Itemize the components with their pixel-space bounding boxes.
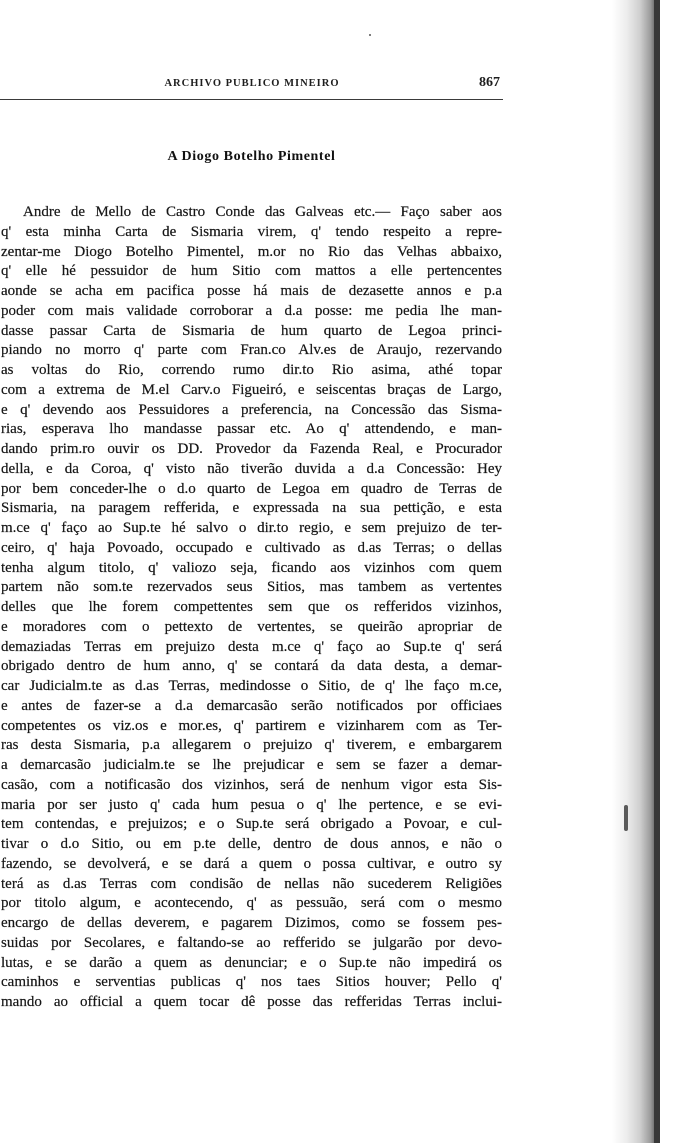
text-line: delles que lhe forem compettentes sem que os refferidos vizinhos,	[1, 599, 502, 615]
page-number: 867	[479, 75, 500, 90]
text-line: e moradores com o pettexto de vertentes, se queirão apropriar de	[1, 618, 502, 635]
text-line: encargo de dellas deverem, e pagarem Dizimos, como se fossem pes-	[1, 915, 502, 931]
text-line: demaziadas Terras em prejuizo desta m.ce q' faço ao Sup.te q' será	[1, 638, 502, 655]
body-text	[1, 203, 502, 1013]
text-line: della, e da Coroa, q' visto não tiverão duvida a d.a Concessão: Hey	[1, 460, 502, 477]
text-line: fazendo, se devolverá, e se dará a quem o possa cultivar, e outro sy	[1, 855, 502, 872]
text-line: q' esta minha Carta de Sismaria virem, q' tendo respeito a repre-	[1, 223, 502, 240]
text-line: car Judicialm.te as d.as Terras, medindosse o Sitio, de q' lhe faço m.ce,	[1, 678, 502, 694]
text-line: casão, com a notificasão dos vizinhos, será de nenhum vigor esta Sis-	[1, 776, 502, 793]
text-line: Sismaria, na paragem refferida, e expressada na sua pettição, e esta	[1, 500, 502, 517]
text-line: zentar-me Diogo Botelho Pimentel, m.or no Rio das Velhas abbaixo,	[1, 243, 502, 260]
text-line: rias, esperava lho mandasse passar etc. Ao q' attendendo, e man-	[1, 421, 502, 438]
text-line: obrigado dentro de hum anno, q' se contará da data desta, a demar-	[1, 658, 502, 675]
document-title: A Diogo Botelho Pimentel	[167, 149, 336, 164]
text-line: suidas por Secolares, e faltando-se ao refferido se julgarão por devo-	[1, 934, 502, 951]
text-line: maria por ser justo q' cada hum pesua o q' lhe pertence, e se evi-	[1, 796, 502, 813]
text-line: e antes de fazer-se a d.a demarcasão serão notificados por officiaes	[1, 697, 502, 714]
text-line: Andre de Mello de Castro Conde das Galveas etc.— Faço saber aos	[23, 204, 502, 220]
page-binding-shadow	[612, 0, 655, 1143]
text-line: caminhos e serventias publicas q' nos taes Sitios houver; Pello q'	[1, 974, 502, 991]
text-line: e q' devendo aos Pessuidores a preferencia, na Concessão das Sisma-	[1, 401, 502, 418]
text-line: as voltas do Rio, correndo rumo dir.to Rio asima, athé topar	[1, 362, 502, 378]
text-line: dasse passar Carta de Sismaria de hum quarto de Legoa princi-	[1, 322, 502, 339]
scan-blemish	[624, 805, 628, 831]
text-line: m.ce q' faço ao Sup.te hé salvo o dir.to regio, e sem prejuizo de ter-	[1, 520, 502, 536]
text-line: lutas, e se darão a quem as denunciar; e o Sup.te não impedirá os	[1, 954, 502, 971]
running-title: ARCHIVO PUBLICO MINEIRO	[164, 78, 340, 89]
text-line: partem não som.te rezervados seus Sitios, mas tambem as vertentes	[1, 579, 502, 596]
text-line: dando prim.ro ouvir os DD. Provedor da Fazenda Real, e Procurador	[1, 441, 502, 457]
text-line: ras desta Sismaria, p.a allegarem o prejuizo q' tiverem, e embargarem	[1, 737, 502, 754]
text-line: com a extrema de M.el Carv.o Figueiró, e seiscentas braças de Largo,	[1, 381, 502, 398]
text-line: mando ao official a quem tocar dê posse das refferidas Terras inclui-	[1, 994, 502, 1010]
text-line: tenha algum titolo, q' valiozo seja, ficando aos vizinhos com quem	[1, 559, 502, 576]
text-line: poder com mais validade corroborar a d.a posse: me pedia lhe man-	[1, 302, 502, 319]
text-line: a demarcasão judicialm.te se lhe prejudicar e sem se fazer a demar-	[1, 757, 502, 773]
text-line: competentes os viz.os e mor.es, q' partirem e vizinharem com as Ter-	[1, 717, 502, 734]
text-line: ceiro, q' haja Povoado, occupado e cultivado as d.as Terras; o dellas	[1, 539, 502, 556]
scan-speck	[369, 34, 371, 36]
page-binding-edge	[654, 0, 660, 1143]
text-line: por bem conceder-lhe o d.o quarto de Legoa em quadro de Terras de	[1, 480, 502, 497]
text-line: tivar o d.o Sitio, ou em p.te delle, dentro de dous annos, e não o	[1, 836, 502, 852]
text-line: terá as d.as Terras com condisão de nellas não sucederem Religiões	[1, 875, 502, 892]
text-line: aonde se acha em pacifica posse há mais de dezasette annos e p.a	[1, 283, 502, 299]
text-line: tem contendas, e prejuizos; e o Sup.te será obrigado a Povoar, e cul-	[1, 816, 502, 833]
text-line: piando no morro q' parte com Fran.co Alv.es de Araujo, rezervando	[1, 342, 502, 359]
header-rule	[0, 99, 503, 100]
text-line: q' elle hé pessuidor de hum Sitio com mattos a elle pertencentes	[1, 263, 502, 280]
text-line: por titolo algum, e acontecendo, q' as pessuão, será com o mesmo	[1, 895, 502, 912]
